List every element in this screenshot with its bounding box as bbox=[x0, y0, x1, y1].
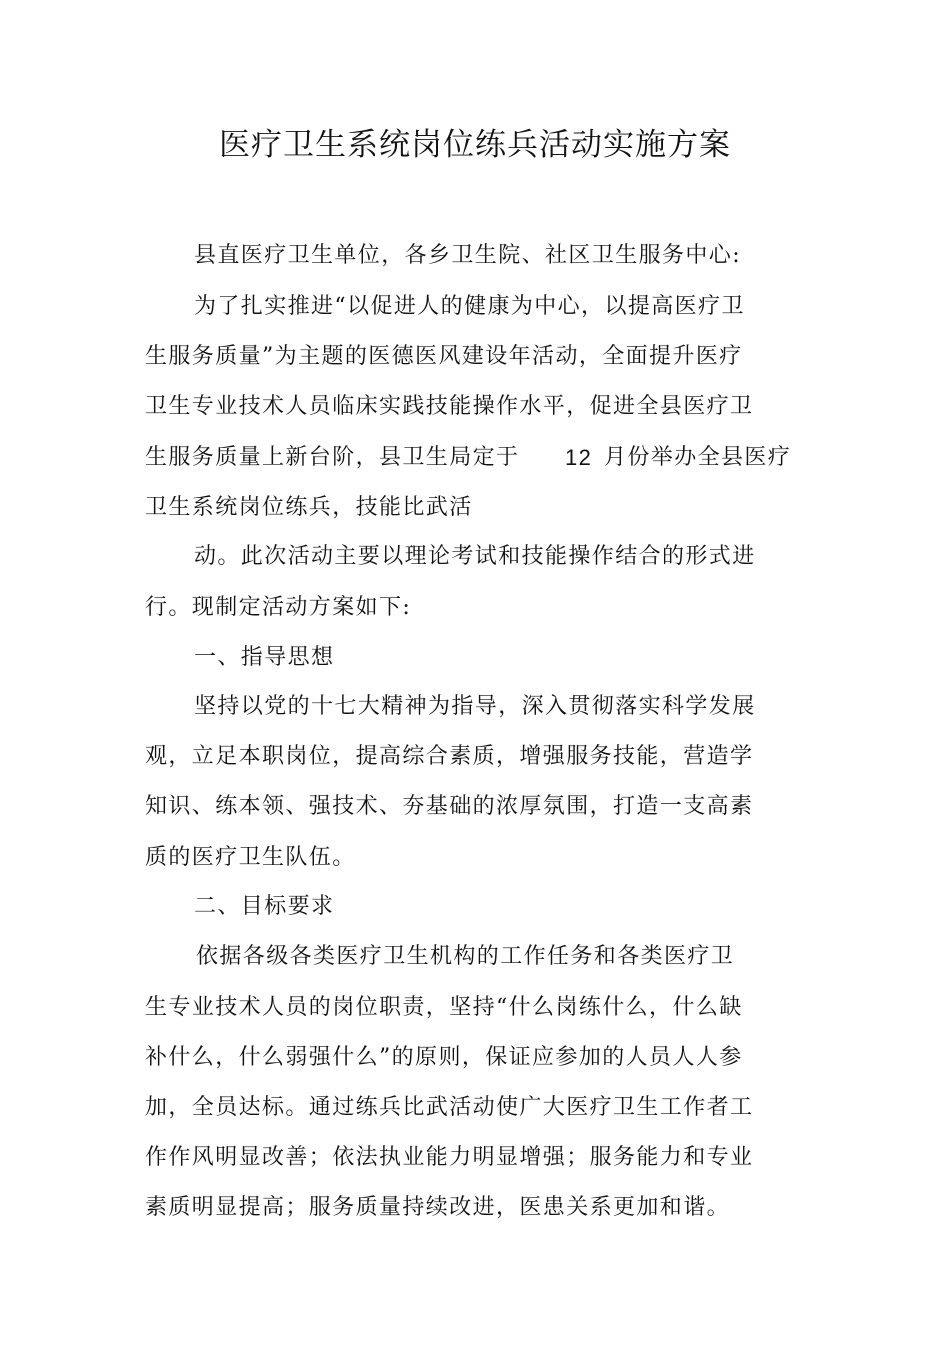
section-heading: 二、目标要求 bbox=[194, 894, 335, 919]
paragraph-line: 生服务质量上新台阶，县卫生局定于 bbox=[145, 445, 520, 470]
paragraph-line: 卫生专业技术人员临床实践技能操作水平，促进全县医疗卫 bbox=[145, 394, 754, 419]
paragraph-line: 质的医疗卫生队伍。 bbox=[145, 845, 356, 870]
paragraph-line: 观，立足本职岗位，提高综合素质，增强服务技能，营造学 bbox=[145, 744, 754, 769]
paragraph-line: 生专业技术人员的岗位职责，坚持“什么岗练什么，什么缺 bbox=[145, 995, 743, 1020]
salutation-line: 县直医疗卫生单位，各乡卫生院、社区卫生服务中心: bbox=[194, 243, 742, 268]
paragraph-line: 坚持以党的十七大精神为指导，深入贯彻落实科学发展 bbox=[194, 694, 756, 719]
paragraph-line: 生服务质量”为主题的医德医风建设年活动，全面提升医疗 bbox=[145, 344, 743, 369]
section-heading: 一、指导思想 bbox=[194, 645, 335, 670]
paragraph-line: 加，全员达标。通过练兵比武活动使广大医疗卫生工作者工 bbox=[145, 1095, 754, 1120]
paragraph-line: 卫生系统岗位练兵，技能比武活 bbox=[145, 495, 473, 520]
paragraph-line: 动。此次活动主要以理论考试和技能操作结合的形式进 bbox=[194, 544, 756, 569]
paragraph-line: 依据各级各类医疗卫生机构的工作任务和各类医疗卫 bbox=[196, 944, 735, 969]
paragraph-line: 素质明显提高；服务质量持续改进，医患关系更加和谐。 bbox=[145, 1195, 731, 1220]
paragraph-line: 知识、练本领、强技术、夯基础的浓厚氛围，打造一支高素 bbox=[145, 794, 754, 819]
paragraph-line: 作作风明显改善；依法执业能力明显增强；服务能力和专业 bbox=[145, 1145, 754, 1170]
document-title: 医疗卫生系统岗位练兵活动实施方案 bbox=[219, 127, 731, 163]
paragraph-line: 月份举办全县医疗 bbox=[604, 445, 792, 470]
paragraph-line: 行。现制定活动方案如下: bbox=[145, 595, 412, 620]
paragraph-line: 补什么，什么弱强什么”的原则，保证应参加的人员人人参 bbox=[145, 1045, 743, 1070]
month-number: 12 bbox=[565, 445, 593, 470]
paragraph-line: 为了扎实推进“以促进人的健康为中心，以提高医疗卫 bbox=[194, 294, 745, 319]
